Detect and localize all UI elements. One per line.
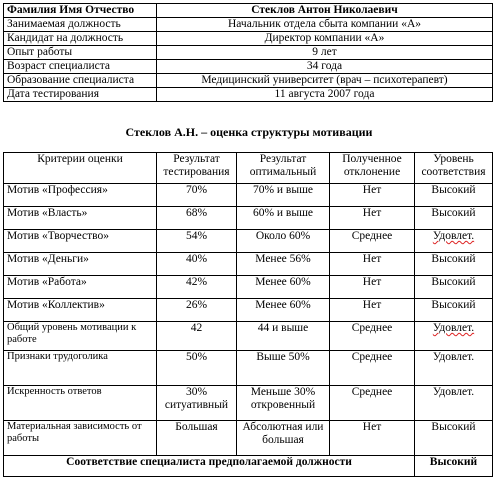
total-level: Высокий [415,456,493,477]
level-cell: Высокий [415,299,493,322]
result-cell: 40% [157,253,237,276]
result-cell: Большая [157,421,237,456]
deviation-cell: Нет [330,184,415,207]
deviation-cell: Среднее [330,322,415,351]
result-cell: 42 [157,322,237,351]
level-text: Удовлет. [432,322,475,334]
optimal-cell: 44 и выше [237,322,330,351]
optimal-cell: Менее 60% [237,299,330,322]
motivation-table [3,152,493,477]
info-row [4,88,493,102]
optimal-cell: 70% и выше [237,184,330,207]
optimal-cell: Менее 60% [237,276,330,299]
criterion-cell: Мотив «Коллектив» [4,299,157,322]
result-cell: 26% [157,299,237,322]
deviation-cell: Нет [330,207,415,230]
info-row [4,32,493,46]
criterion-cell: Мотив «Деньги» [4,253,157,276]
info-value: 11 августа 2007 года [157,88,493,102]
deviation-cell: Нет [330,253,415,276]
criterion-cell: Искренность ответов [4,386,157,421]
result-cell: 42% [157,276,237,299]
level-cell: Высокий [415,276,493,299]
criterion-cell: Материальная зависимость от работы [4,421,157,456]
optimal-cell: Выше 50% [237,351,330,386]
criterion-cell: Общий уровень мотивации к работе [4,322,157,351]
table-row [4,230,493,253]
info-value: Стеклов Антон Николаевич [157,4,493,18]
deviation-cell: Нет [330,276,415,299]
candidate-info-table [3,3,493,102]
level-cell: Удовлет. [415,386,493,421]
column-header: Полученное отклонение [330,153,415,184]
table-row [4,207,493,230]
level-cell: Высокий [415,421,493,456]
info-value: 34 года [157,60,493,74]
result-cell: 54% [157,230,237,253]
result-cell: 50% [157,351,237,386]
info-label: Занимаемая должность [4,18,157,32]
result-cell: 70% [157,184,237,207]
table-row [4,421,493,456]
info-label: Образование специалиста [4,74,157,88]
result-cell: 30% ситуативный [157,386,237,421]
level-cell: Высокий [415,253,493,276]
level-cell: Удовлет. [415,351,493,386]
section-title: Стеклов А.Н. – оценка структуры мотивации [125,125,373,139]
info-row [4,18,493,32]
result-cell: 68% [157,207,237,230]
deviation-cell: Среднее [330,230,415,253]
info-value: Начальник отдела сбыта компании «А» [157,18,493,32]
table-row [4,322,493,351]
table-row [4,184,493,207]
info-label: Возраст специалиста [4,60,157,74]
info-label: Дата тестирования [4,88,157,102]
total-row [4,456,493,477]
column-header: Результат тестирования [157,153,237,184]
deviation-cell: Среднее [330,351,415,386]
deviation-cell: Среднее [330,386,415,421]
optimal-cell: 60% и выше [237,207,330,230]
total-label: Соответствие специалиста предполагаемой должности [4,456,415,477]
optimal-cell: Около 60% [237,230,330,253]
level-cell [415,230,493,253]
optimal-cell: Абсолютная или большая [237,421,330,456]
criterion-cell: Мотив «Творчество» [4,230,157,253]
info-label: Фамилия Имя Отчество [4,4,157,18]
column-header: Уровень соответствия [415,153,493,184]
info-row [4,60,493,74]
criterion-cell: Признаки трудоголика [4,351,157,386]
level-text: Удовлет. [432,230,475,242]
info-row [4,46,493,60]
column-header: Критерии оценки [4,153,157,184]
info-value: Медицинский университет (врач – психотерапевт) [157,74,493,88]
info-row [4,74,493,88]
table-row [4,276,493,299]
info-value: 9 лет [157,46,493,60]
criterion-cell: Мотив «Работа» [4,276,157,299]
optimal-cell: Меньше 30% откровенный [237,386,330,421]
level-cell [415,322,493,351]
info-label: Кандидат на должность [4,32,157,46]
table-row [4,351,493,386]
info-value: Директор компании «А» [157,32,493,46]
deviation-cell: Нет [330,421,415,456]
optimal-cell: Менее 56% [237,253,330,276]
table-header-row [4,153,493,184]
deviation-cell: Нет [330,299,415,322]
column-header: Результат оптимальный [237,153,330,184]
info-label: Опыт работы [4,46,157,60]
table-row [4,386,493,421]
criterion-cell: Мотив «Власть» [4,207,157,230]
level-cell: Высокий [415,207,493,230]
level-cell: Высокий [415,184,493,207]
info-header-row [4,4,493,18]
table-row [4,253,493,276]
table-row [4,299,493,322]
criterion-cell: Мотив «Профессия» [4,184,157,207]
